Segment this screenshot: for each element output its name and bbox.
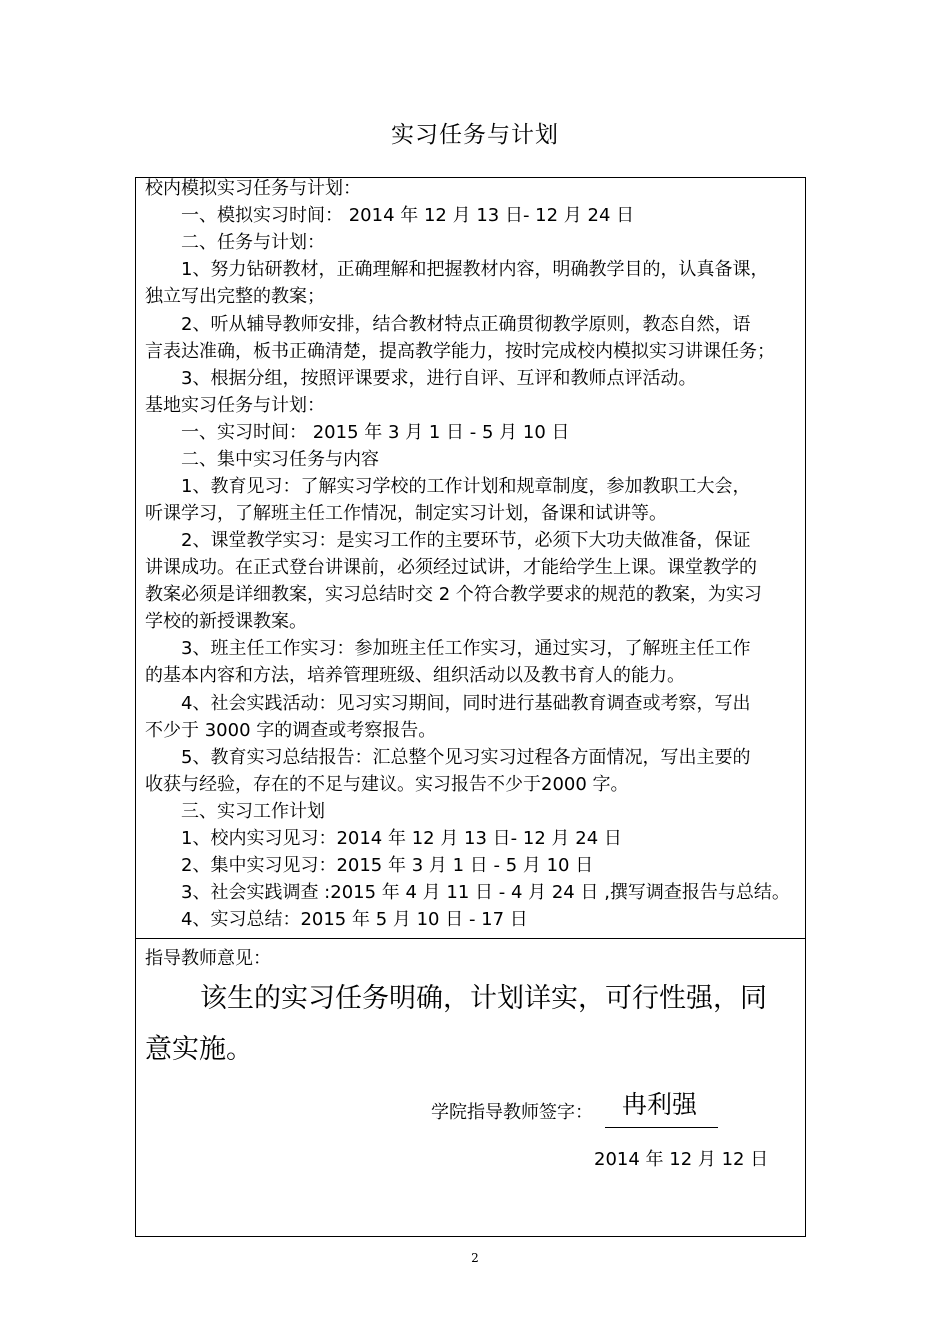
plan-line: 5、教育实习总结报告：汇总整个见习实习过程各方面情况，写出主要的: [181, 747, 751, 768]
plan-line: 1、努力钻研教材，正确理解和把握教材内容，明确教学目的，认真备课，: [181, 259, 769, 280]
plan-line: 校内模拟实习任务与计划：: [145, 178, 361, 199]
plan-line: 独立写出完整的教案；: [145, 286, 325, 307]
plan-line: 2、课堂教学实习：是实习工作的主要环节，必须下大功夫做准备，保证: [181, 530, 751, 551]
opinion-text: 该生的实习任务明确，计划详实，可行性强，同: [200, 983, 767, 1014]
signature-name: 冉利强: [622, 1090, 698, 1119]
signature-date: 2014 年 12 月 12 日: [594, 1149, 769, 1170]
plan-line: 讲课成功。在正式登台讲课前，必须经过试讲，才能给学生上课。课堂教学的: [145, 557, 757, 578]
opinion-text: 意实施。: [145, 1034, 253, 1065]
plan-line: 1、教育见习：了解实习学校的工作计划和规章制度，参加教职工大会，: [181, 476, 751, 497]
page-title: 实习任务与计划: [391, 122, 559, 148]
signature-label: 学院指导教师签字：: [431, 1102, 593, 1123]
plan-line: 1、校内实习见习：2014 年 12 月 13 日- 12 月 24 日: [181, 828, 622, 849]
plan-line: 2、集中实习见习：2015 年 3 月 1 日 - 5 月 10 日: [181, 855, 594, 876]
plan-line: 三、实习工作计划: [181, 801, 325, 822]
plan-line: 教案必须是详细教案，实习总结时交 2 个符合教学要求的规范的教案，为实习: [145, 584, 762, 605]
plan-line: 一、模拟实习时间： 2014 年 12 月 13 日- 12 月 24 日: [181, 205, 635, 226]
plan-line: 言表达准确，板书正确清楚，提高教学能力，按时完成校内模拟实习讲课任务；: [145, 341, 775, 362]
plan-line: 收获与经验，存在的不足与建议。实习报告不少于2000 字。: [145, 774, 629, 795]
plan-line: 不少于 3000 字的调查或考察报告。: [145, 720, 437, 741]
signature-underline: [605, 1127, 718, 1128]
plan-line: 3、社会实践调查 :2015 年 4 月 11 日 - 4 月 24 日 ,撰写调查报告与总结。: [181, 882, 790, 903]
plan-line: 4、社会实践活动：见习实习期间，同时进行基础教育调查或考察，写出: [181, 693, 751, 714]
plan-line: 学校的新授课教案。: [145, 611, 307, 632]
opinion-label: 指导教师意见：: [145, 948, 271, 969]
page-number: 2: [471, 1251, 479, 1265]
plan-line: 3、班主任工作实习：参加班主任工作实习，通过实习，了解班主任工作: [181, 638, 751, 659]
plan-line: 4、实习总结：2015 年 5 月 10 日 - 17 日: [181, 909, 528, 930]
plan-line: 3、根据分组，按照评课要求，进行自评、互评和教师点评活动。: [181, 368, 697, 389]
plan-line: 基地实习任务与计划：: [145, 395, 325, 416]
plan-line: 听课学习，了解班主任工作情况，制定实习计划，备课和试讲等。: [145, 503, 667, 524]
plan-line: 二、任务与计划：: [181, 232, 325, 253]
plan-line: 2、听从辅导教师安排，结合教材特点正确贯彻教学原则，教态自然，语: [181, 314, 751, 335]
plan-line: 的基本内容和方法，培养管理班级、组织活动以及教书育人的能力。: [145, 665, 685, 686]
plan-line: 一、实习时间： 2015 年 3 月 1 日 - 5 月 10 日: [181, 422, 570, 443]
table-divider: [135, 938, 806, 939]
plan-line: 二、集中实习任务与内容: [181, 449, 379, 470]
